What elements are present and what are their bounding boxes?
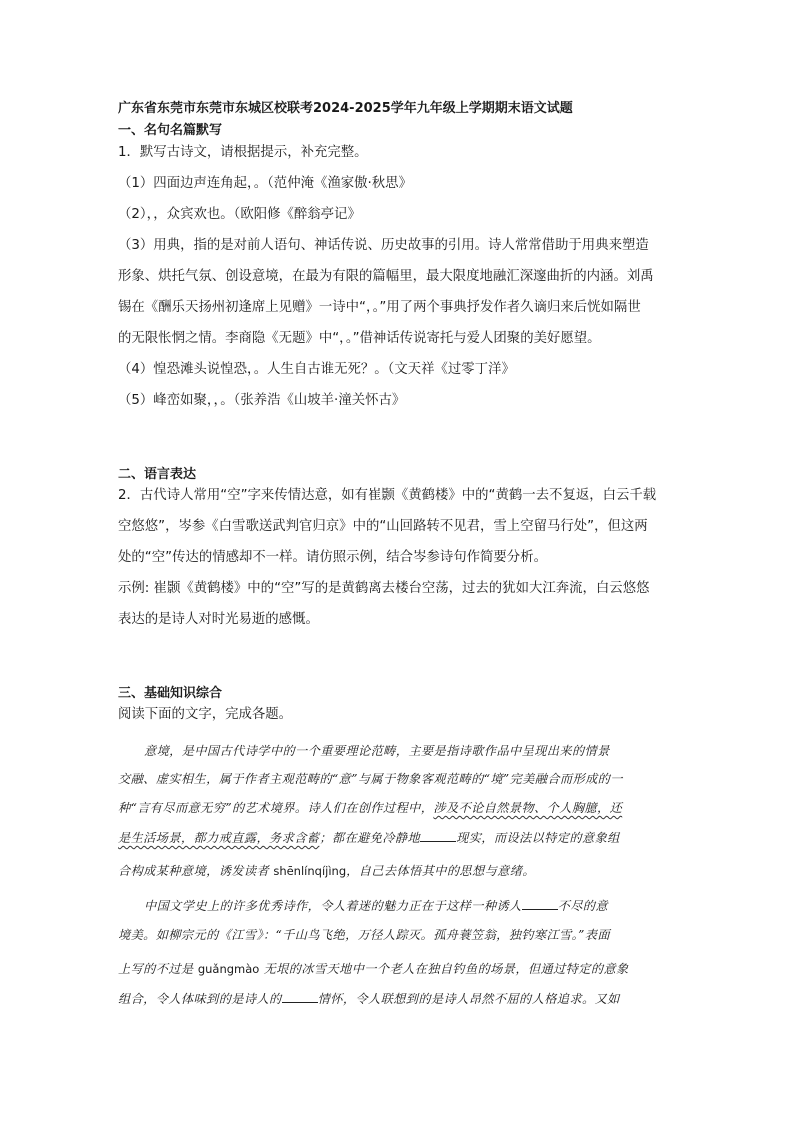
question-2-line-3: 处的“空”传达的情感却不一样。请仿照示例，结合岑参诗句作简要分析。 (118, 550, 547, 565)
section-heading-recitation: 一、名句名篇默写 (118, 123, 223, 138)
reading-intro: 阅读下面的文字，完成各题。 (118, 707, 293, 722)
passage-p1-line-4 (118, 829, 678, 847)
passage-p2-line-3 (118, 960, 678, 978)
passage-p1-line-3 (118, 799, 678, 817)
question-2-line-2: 空悠悠”，岑参《白雪歌送武判官归京》中的“山回路转不见君，雪上空留马行处”，但这两 (118, 519, 648, 534)
q1-item-3-line-3: 锡在《酬乐天扬州初逢席上见赠》一诗中“，。”用了两个事典抒发作者久谪归来后恍如隔世 (118, 300, 641, 315)
section-heading-language: 二、语言表达 (118, 467, 197, 482)
passage-p2-text: 无垠的冰雪天地中一个老人在独自钓鱼的场景，但通过特定的意象 (259, 962, 629, 976)
passage-p1-line-1: 意境，是中国古代诗学中的一个重要理论范畴，主要是指诗歌作品中呈现出来的情景 (144, 744, 610, 758)
passage-p2-line-4 (118, 990, 678, 1008)
passage-p1-text: ，自己去体悟其中的思想与意绪。 (346, 864, 535, 878)
fill-blank-1[interactable] (420, 830, 456, 842)
q1-item-3-line-2: 形象、烘托气氛、创设意境，在最为有限的篇幅里，最大限度地融汇深邃曲折的内涵。刘禹 (118, 269, 654, 284)
q1-item-3-line-4: 的无限怅惘之情。李商隐《无题》中“，。”借神话传说寄托与爱人团聚的美好愿望。 (118, 331, 601, 346)
document-title: 广东省东莞市东莞市东城区校联考2024-2025学年九年级上学期期末语文试题 (118, 101, 573, 116)
fill-blank-3[interactable] (282, 991, 318, 1003)
example-line-1: 示例: 崔颢《黄鹤楼》中的“空”写的是黄鹤离去楼台空荡，过去的犹如大江奔流，白云悠悠 (118, 581, 650, 596)
passage-p1-text: 种“言有尽而意无穷”的艺术境界。诗人们在创作过程中， (118, 801, 434, 815)
passage-p2-text: 不尽的意 (557, 899, 608, 913)
q1-item-1: （1）四面边声连角起，。（范仲淹《渔家傲·秋思》 (118, 176, 412, 191)
passage-p1-line-5 (118, 862, 678, 880)
fill-blank-2[interactable] (522, 898, 558, 910)
wavy-underlined-sentence-part-2: 是生活场景，都力戒直露，务求含蓄 (118, 831, 320, 845)
passage-p1-text: 合构成某种意境，诱发读者 (118, 864, 274, 878)
passage-p1-line-2: 交融、虚实相生，属于作者主观范畴的“意”与属于物象客观范畴的“境”完美融合而形成的一 (118, 772, 623, 786)
pinyin-prompt-2: guǎngmào (197, 962, 260, 976)
passage-p2-text: 组合，令人体味到的是诗人的 (118, 992, 282, 1006)
section-heading-basic-knowledge: 三、基础知识综合 (118, 686, 223, 701)
passage-p2-line-1 (118, 897, 678, 915)
wavy-underlined-sentence-part-1: 涉及不论自然景物、个人胸臆，还 (433, 801, 623, 815)
q1-item-4: （4）惶恐滩头说惶恐，。人生自古谁无死？。（文天祥《过零丁洋》 (118, 362, 515, 377)
passage-p2-line-2: 境美。如柳宗元的《江雪》：“千山鸟飞绝，万径人踪灭。孤舟蓑笠翁，独钓寒江雪。”表面 (118, 928, 610, 942)
passage-p1-text: 现实，而设法以特定的意象组 (456, 831, 620, 845)
passage-p2-text: 情怀，令人联想到的是诗人昂然不屈的人格追求。又如 (317, 992, 620, 1006)
q1-item-5: （5）峰峦如聚，，。（张养浩《山坡羊·潼关怀古》 (118, 393, 406, 408)
example-line-2: 表达的是诗人对时光易逝的感慨。 (118, 612, 319, 627)
q1-item-2: （2），，众宾欢也。（欧阳修《醉翁亭记》 (118, 207, 361, 222)
passage-p2-text: 中国文学史上的许多优秀诗作，令人着迷的魅力正在于这样一种诱人 (144, 899, 522, 913)
q1-item-3-line-1: （3）用典，指的是对前人语句、神话传说、历史故事的引用。诗人常常借助于用典来塑造 (118, 238, 649, 253)
question-2-line-1: 2．古代诗人常用“空”字来传情达意，如有崔颢《黄鹤楼》中的“黄鹤一去不复返，白云千载 (118, 488, 657, 503)
passage-p1-text: ；都在避免冷静地 (319, 831, 421, 845)
passage-p2-text: 上写的不过是 (118, 962, 198, 976)
question-1-prompt: 1．默写古诗文，请根据提示，补充完整。 (118, 145, 368, 160)
pinyin-prompt-1: shēnlínqíjìng (273, 864, 347, 878)
